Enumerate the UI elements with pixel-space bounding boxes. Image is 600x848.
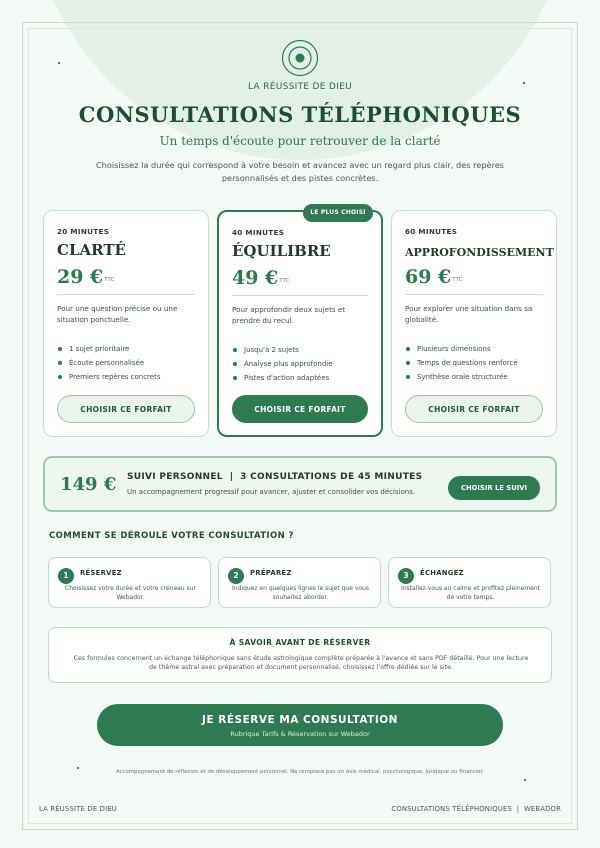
- popular-badge: LE PLUS CHOISI: [303, 204, 373, 222]
- page-subtitle: Un temps d'écoute pour retrouver de la clarté: [159, 134, 441, 148]
- cta-title: JE RÉSERVE MA CONSULTATION: [202, 714, 398, 726]
- plan-name: ÉQUILIBRE: [232, 242, 331, 260]
- step-number: 1: [58, 568, 74, 584]
- divider: [57, 294, 195, 295]
- suivi-title: SUIVI PERSONNEL | 3 CONSULTATIONS DE 45 MINUTES: [127, 472, 423, 482]
- plan-card-approfondissement: [391, 210, 557, 437]
- note-text: Ces formules concernent un échange téléphonique sans étude astrologique complète préparée à l'avance et sans PDF détaillé. Pour une lecture de thème astral avec préparation et document personnalisé, choisissez l'offre dédiée sur le site.: [73, 655, 529, 671]
- choose-plan-button[interactable]: CHOISIR CE FORFAIT: [57, 395, 195, 423]
- feature-item: Pistes d'action adaptées: [232, 371, 333, 385]
- brand-name: LA RÉUSSITE DE DIEU: [248, 82, 352, 92]
- plan-duration: 60 MINUTES: [405, 227, 458, 236]
- step-text: Installez-vous au calme et profitez pleinement de votre temps.: [400, 585, 541, 601]
- plan-description: Pour approfondir deux sujets et prendre du recul.: [232, 305, 346, 325]
- feature-item: Jusqu'à 2 sujets: [232, 343, 333, 357]
- price-value: 29 €: [57, 266, 104, 288]
- plan-price: [405, 266, 462, 288]
- choose-plan-button[interactable]: CHOISIR CE FORFAIT: [232, 395, 368, 423]
- feature-item: Écoute personnalisée: [57, 356, 160, 370]
- plan-card-clarte: [43, 210, 209, 437]
- decor-dot: [58, 62, 60, 64]
- plan-description: Pour explorer une situation dans sa globalité.: [405, 304, 533, 324]
- info-note: [48, 627, 552, 683]
- decor-dot: [524, 779, 526, 781]
- feature-item: Analyse plus approfondie: [232, 357, 333, 371]
- step-title: RÉSERVEZ: [80, 569, 122, 577]
- step-title: PRÉPAREZ: [250, 569, 292, 577]
- choose-plan-button[interactable]: CHOISIR CE FORFAIT: [405, 395, 543, 423]
- feature-item: 1 sujet prioritaire: [57, 342, 160, 356]
- step-number: 3: [398, 568, 414, 584]
- target-circle-icon: [281, 39, 319, 77]
- suivi-price: 149 €: [60, 474, 117, 495]
- feature-item: Plusieurs dimensions: [405, 342, 518, 356]
- plan-duration: 20 MINUTES: [57, 227, 110, 236]
- price-ttc: TTC: [279, 278, 290, 284]
- step-title: ÉCHANGEZ: [420, 569, 464, 577]
- feature-list: [57, 342, 160, 384]
- divider: [405, 294, 543, 295]
- book-consultation-button[interactable]: [97, 704, 503, 746]
- howto-title: COMMENT SE DÉROULE VOTRE CONSULTATION ?: [49, 531, 294, 541]
- step-text: Choisissez votre durée et votre créneau sur Webador.: [65, 585, 196, 601]
- footer-right: CONSULTATIONS TÉLÉPHONIQUES | WEBADOR: [391, 805, 561, 813]
- step-card-prepare: [218, 557, 381, 608]
- price-ttc: TTC: [452, 277, 463, 283]
- plan-description: Pour une question précise ou une situation ponctuelle.: [57, 304, 178, 324]
- plan-duration: 40 MINUTES: [232, 228, 285, 237]
- suivi-description: Un accompagnement progressif pour avancer, ajuster et consolider vos décisions.: [127, 488, 416, 496]
- feature-item: Temps de questions renforcé: [405, 356, 518, 370]
- feature-list: [232, 343, 333, 385]
- step-number: 2: [228, 568, 244, 584]
- choose-suivi-button[interactable]: CHOISIR LE SUIVI: [448, 476, 540, 500]
- suivi-banner: [43, 456, 557, 512]
- plan-price: [232, 267, 289, 289]
- page-title: CONSULTATIONS TÉLÉPHONIQUES: [78, 102, 522, 127]
- feature-item: Premiers repères concrets: [57, 370, 160, 384]
- plan-name: CLARTÉ: [57, 241, 126, 259]
- feature-item: Synthèse orale structurée: [405, 370, 518, 384]
- plan-name: APPROFONDISSEMENT: [405, 246, 554, 259]
- plan-card-equilibre: [217, 210, 383, 437]
- note-title: À SAVOIR AVANT DE RÉSERVER: [229, 638, 371, 647]
- disclaimer: Accompagnement de réflexion et de développement personnel. Ne remplace pas un avis médical, psychologique, juridique ou financier.: [115, 769, 485, 775]
- price-ttc: TTC: [104, 277, 115, 283]
- step-card-reserve: [48, 557, 211, 608]
- divider: [232, 295, 368, 296]
- intro-text: Choisissez la durée qui correspond à votre besoin et avancez avec un regard plus clair, des repères personnalisés et des pistes concrètes.: [95, 160, 505, 183]
- feature-list: [405, 342, 518, 384]
- plan-price: [57, 266, 114, 288]
- step-card-echange: [388, 557, 551, 608]
- price-value: 49 €: [232, 267, 279, 289]
- step-text: Indiquez en quelques lignes le sujet que vous souhaitez aborder.: [232, 585, 369, 601]
- footer-brand: LA RÉUSSITE DE DIEU: [39, 805, 117, 813]
- cta-subtitle: Rubrique Tarifs & Réservation sur Webador: [230, 730, 370, 738]
- price-value: 69 €: [405, 266, 452, 288]
